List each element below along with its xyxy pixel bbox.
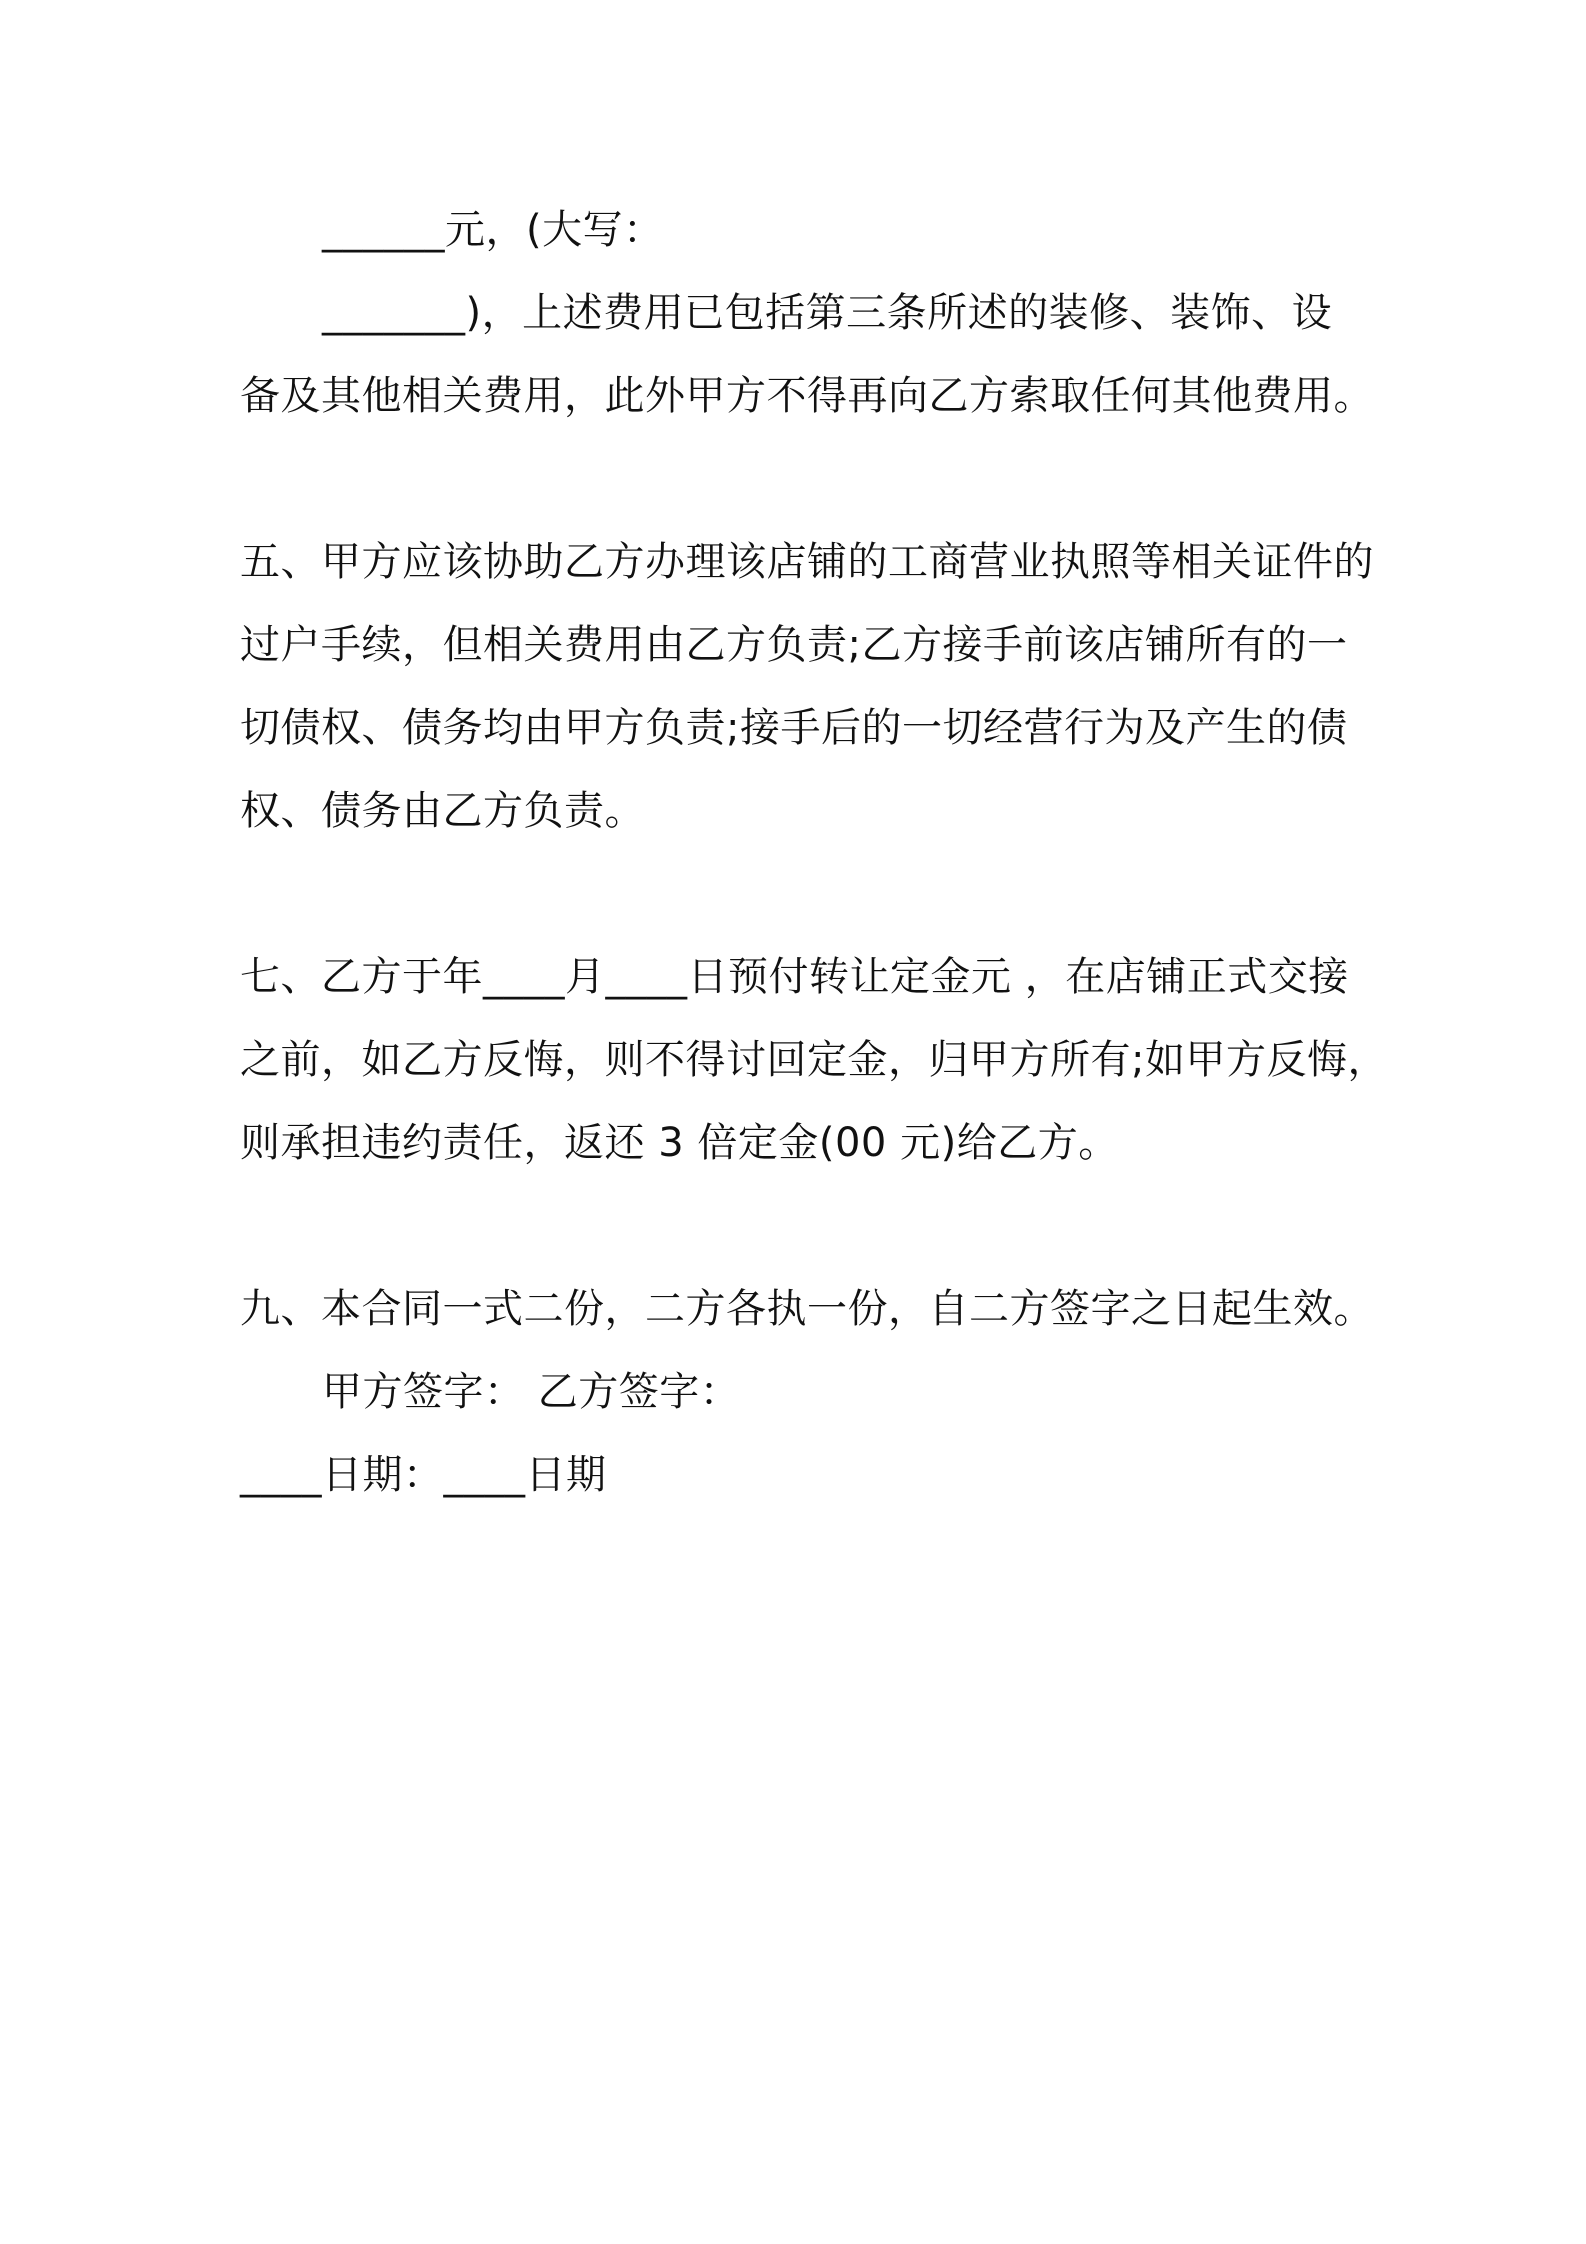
clause-seven-line-3: 则承担违约责任，返还 3 倍定金(00 元)给乙方。 (240, 1120, 1119, 1166)
amount-capital-line: _______)，上述费用已包括第三条所述的装修、装饰、设 (322, 290, 1333, 336)
clause-seven-line-1: 七、乙方于年____月____日预付转让定金元 ，在店铺正式交接 (240, 954, 1349, 1000)
clause-five-line-3: 切债权、债务均由甲方负责;接手后的一切经营行为及产生的债 (240, 705, 1348, 751)
signature-labels: 甲方签字： 乙方签字： (322, 1369, 741, 1415)
amount-line: ______元，(大写： (322, 207, 664, 253)
clause-seven-line-2: 之前，如乙方反悔，则不得讨回定金，归甲方所有;如甲方反悔， (240, 1037, 1388, 1083)
clause-five-line-4: 权、债务由乙方负责。 (240, 788, 645, 834)
fees-note-line: 备及其他相关费用，此外甲方不得再向乙方索取任何其他费用。 (240, 373, 1374, 419)
clause-nine-line: 九、本合同一式二份，二方各执一份，自二方签字之日起生效。 (240, 1286, 1374, 1332)
clause-five-line-2: 过户手续，但相关费用由乙方负责;乙方接手前该店铺所有的一 (240, 622, 1348, 668)
date-line: ____日期：____日期 (240, 1452, 607, 1498)
clause-five-line-1: 五、甲方应该协助乙方办理该店铺的工商营业执照等相关证件的 (240, 539, 1374, 585)
